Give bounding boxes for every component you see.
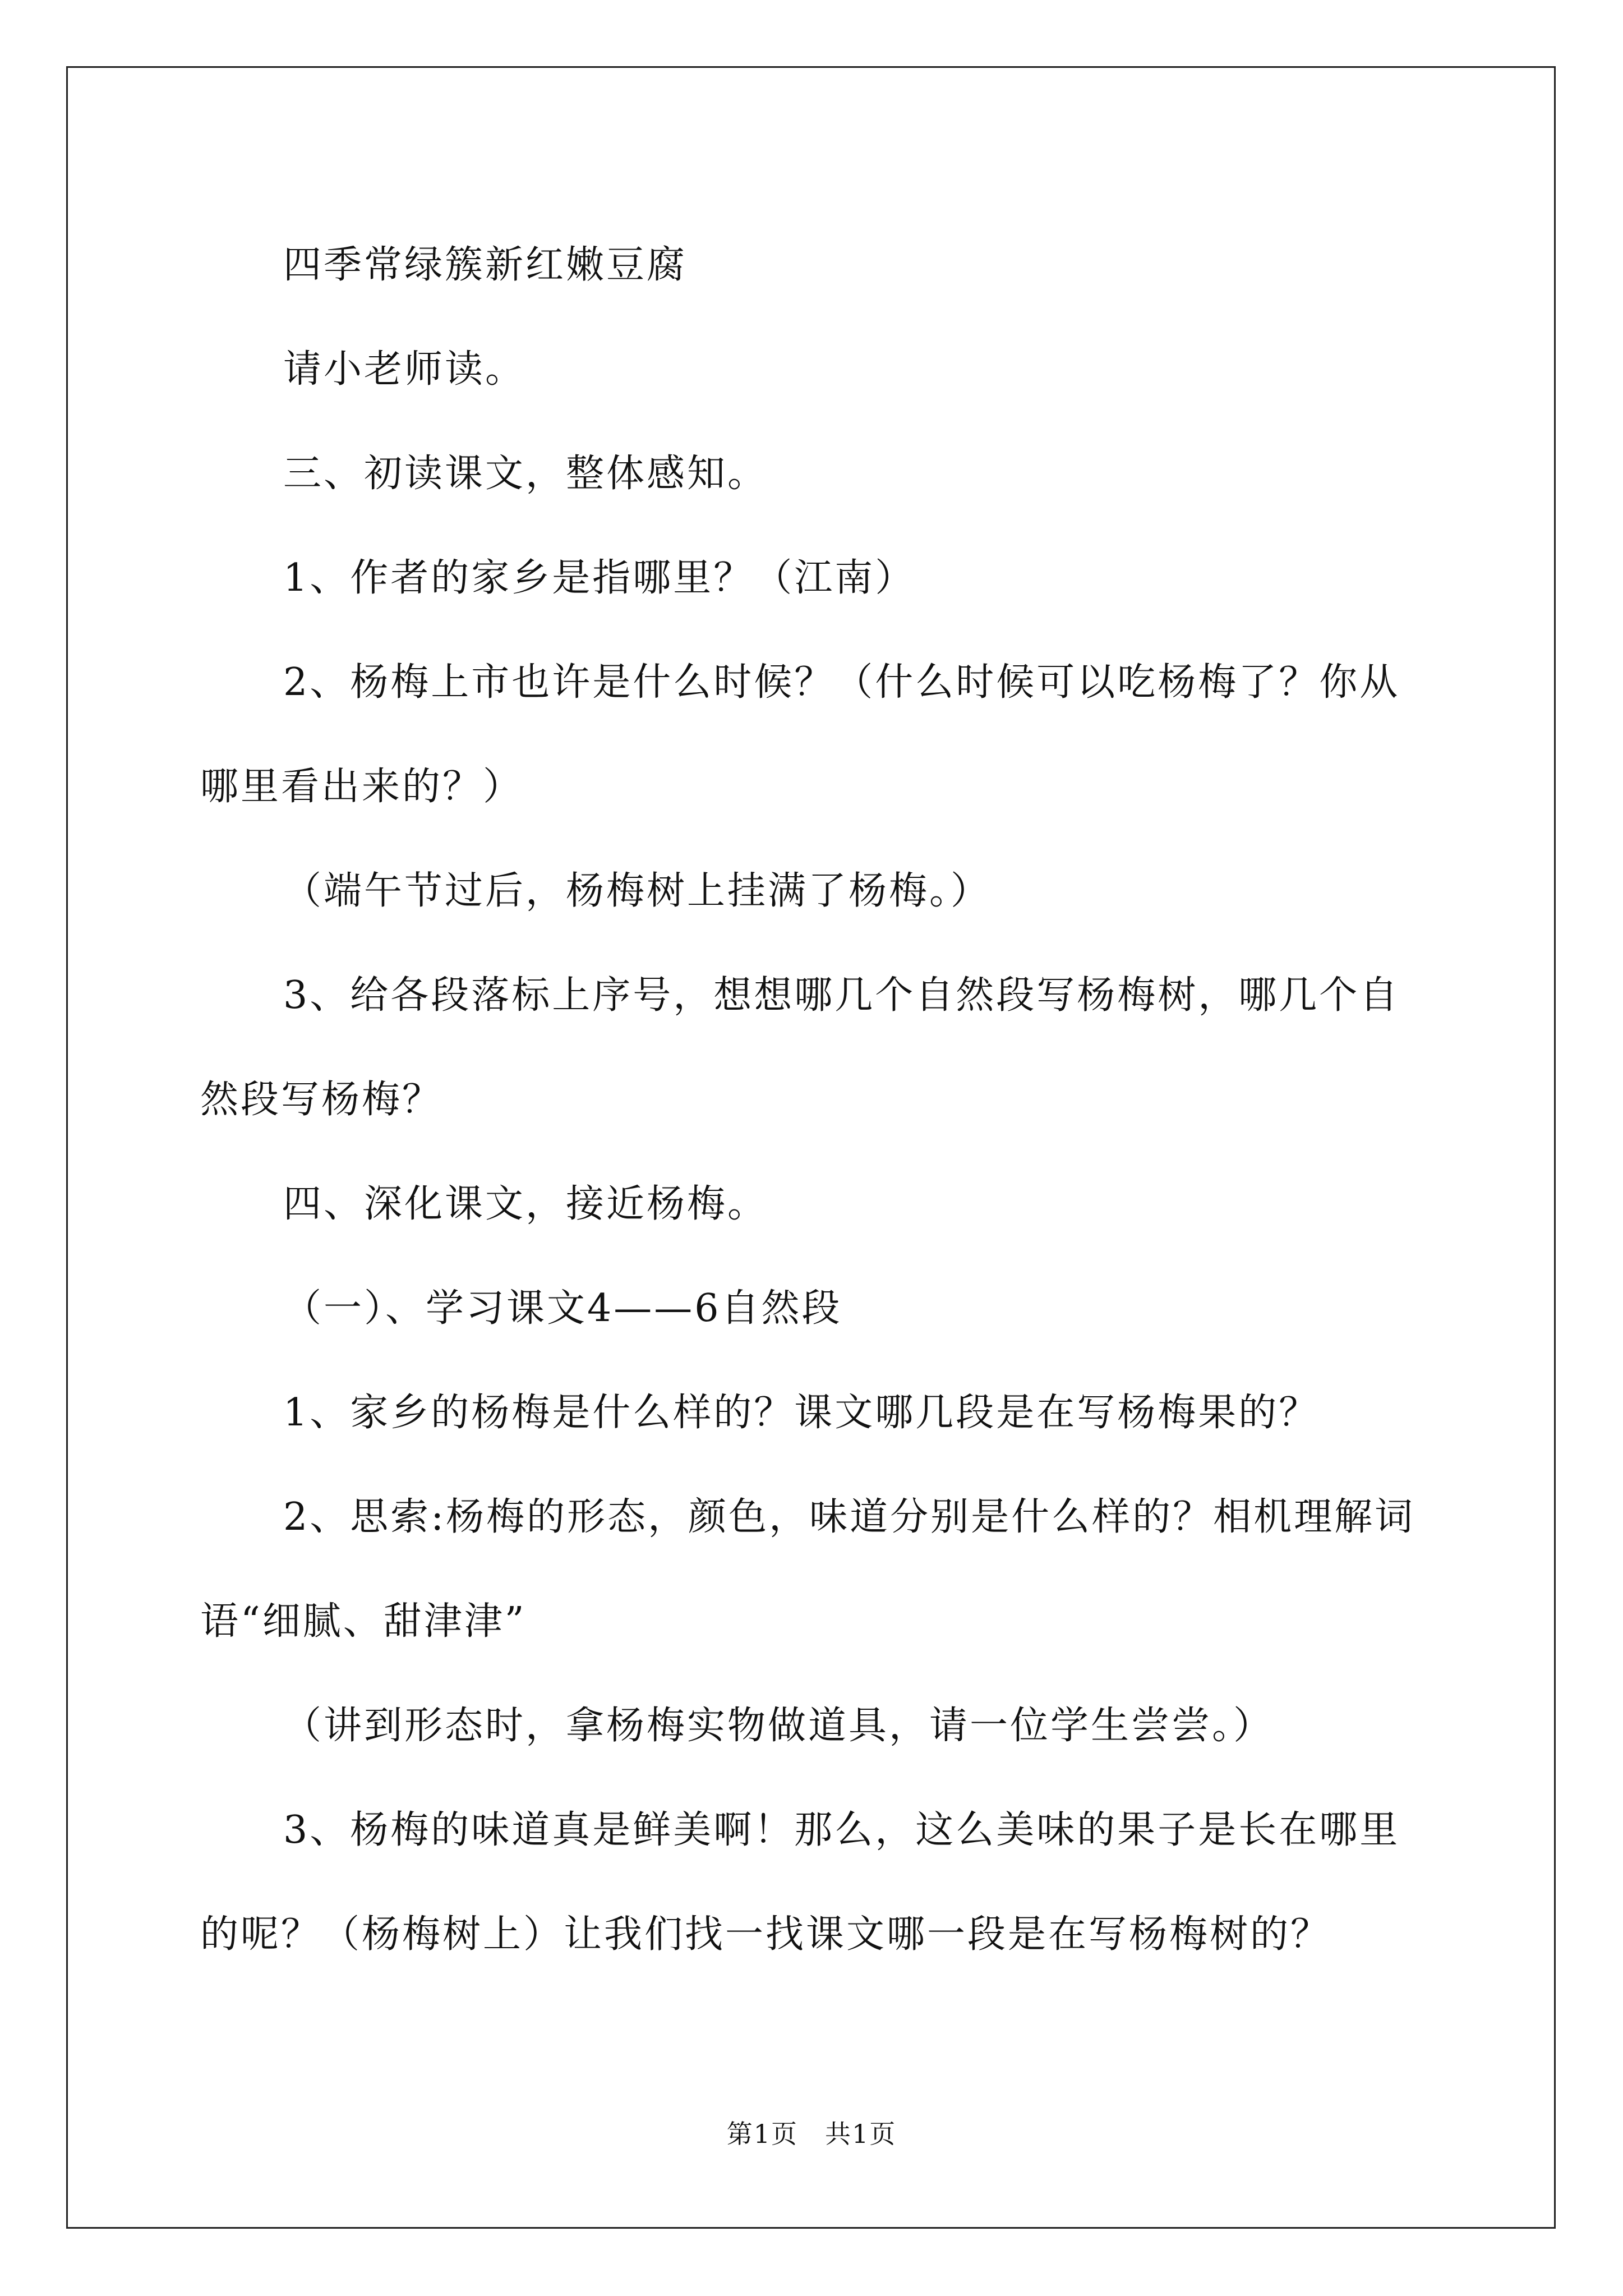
paragraph: 三、初读课文，整体感知。 [283, 452, 768, 496]
paragraph: 2、思索:杨梅的形态，颜色，味道分别是什么样的？相机理解词语“细腻、甜津津” [200, 1495, 1415, 1644]
document-body [200, 213, 1428, 1987]
paragraph: 1、家乡的杨梅是什么样的？课文哪几段是在写杨梅果的？ [283, 1391, 1320, 1435]
paragraph: 请小老师读。 [283, 347, 526, 392]
paragraph: （端午节过后，杨梅树上挂满了杨梅。） [283, 869, 992, 913]
paragraph: 四、深化课文，接近杨梅。 [283, 1182, 768, 1226]
paragraph: 四季常绿簇新红嫩豆腐 [283, 243, 688, 287]
page-number-footer: 第1页 共1页 [726, 2119, 897, 2149]
paragraph: 2、杨梅上市也许是什么时候？（什么时候可以吃杨梅了？你从哪里看出来的？） [200, 660, 1400, 809]
paragraph: （一）、学习课文4——6自然段 [283, 1286, 842, 1331]
paragraph: （讲到形态时，拿杨梅实物做道具，请一位学生尝尝。） [283, 1704, 1274, 1748]
paragraph: 3、杨梅的味道真是鲜美啊！那么，这么美味的果子是长在哪里的呢？（杨梅树上）让我们找一找课文哪一段是在写杨梅树的？ [200, 1808, 1400, 1957]
paragraph: 3、给各段落标上序号，想想哪几个自然段写杨梅树，哪几个自然段写杨梅？ [200, 973, 1400, 1122]
paragraph: 1、作者的家乡是指哪里？（江南） [283, 556, 916, 600]
